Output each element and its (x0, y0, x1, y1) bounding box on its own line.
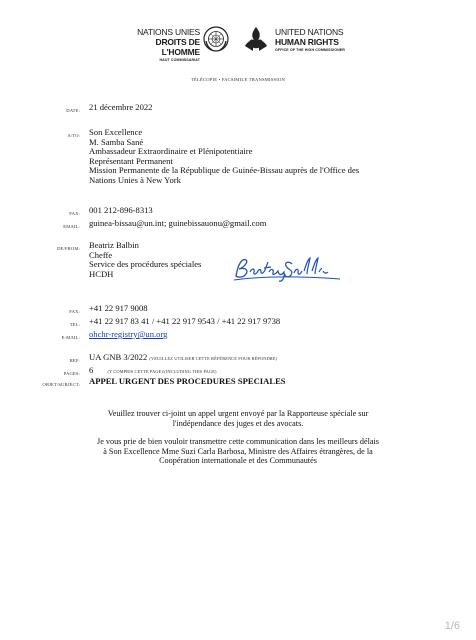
ref-row (89, 353, 277, 364)
sender-email-label: E-MAIL: (61, 335, 80, 340)
header-english (275, 27, 385, 53)
to-label: A/TO: (67, 133, 80, 138)
to-line: Ambassadeur Extraordinaire et Plénipotentiaire (89, 146, 253, 157)
date-label: DATE: (66, 108, 80, 113)
body-line: Veuillez trouver ci-joint un appel urgent envoyé par la Rapporteuse spéciale sur (107, 409, 369, 418)
from-line: Beatriz Balbin (89, 240, 139, 250)
from-line: Cheffe (89, 249, 113, 260)
un-emblem-icon (203, 26, 229, 52)
to-line: Son Excellence (89, 127, 143, 137)
ref-label: REF: (69, 358, 80, 363)
to-line: Mission Permanente de la République de Guinée-Bissau auprès de l'Office des (89, 165, 360, 176)
pages-value: 6 (89, 365, 94, 375)
from-line: Service des procédures spéciales (89, 259, 202, 270)
to-line: M. Samba Sané (89, 136, 144, 147)
tel-label: TEL: (69, 322, 80, 327)
email-label: EMAIL: (63, 224, 80, 229)
body-line: Coopération internationale et des Communautés (159, 456, 317, 466)
from-label: DE/FROM: (57, 246, 80, 251)
sender-email-link[interactable]: ohchr-registry@un.org (89, 329, 168, 339)
header-english-line2: HUMAN RIGHTS (275, 37, 339, 47)
body-line: à Son Excellence Mme Suzi Carla Barbosa, Ministre des Affaires étrangères, de la (103, 446, 373, 456)
page-indicator: 1/6 (444, 620, 460, 632)
body-paragraph-2 (60, 437, 416, 466)
to-block (89, 128, 359, 186)
to-line: Nations Unies à New York (89, 174, 181, 185)
subject-label: OBJET/SUBJECT: (42, 382, 80, 387)
signature (228, 252, 346, 284)
subject-value: APPEL URGENT DES PROCEDURES SPECIALES (89, 376, 286, 386)
body-line: l'indépendance des juges et des avocats. (172, 418, 304, 428)
body-paragraph-1 (60, 409, 416, 428)
sender-fax-label: FAX: (69, 309, 80, 314)
from-block (89, 241, 201, 279)
header-english-line3: OFFICE OF THE HIGH COMMISSIONER (275, 48, 345, 52)
body-line: Je vous prie de bien vouloir transmettre cette communication dans les meilleurs délais (97, 437, 379, 446)
sender-fax-value: +41 22 917 9008 (89, 303, 148, 313)
header-french-line2: DROITS DE L'HOMME (155, 37, 200, 57)
from-line: HCDH (89, 268, 114, 279)
header-french-line1: NATIONS UNIES (137, 27, 200, 37)
ref-value: UA GNB 3/2022 (89, 352, 148, 362)
human-rights-logo-icon (242, 24, 270, 54)
header-french-line3: HAUT COMMISSARIAT (159, 58, 200, 62)
fax-value: 001 212-896-8313 (89, 205, 153, 215)
header-english-line1: UNITED NATIONS (275, 27, 344, 37)
pages-note: (Y COMPRIS CETTE PAGE)/(INCLUDING THIS PAGE) (107, 369, 217, 374)
email-value: guinea-bissau@un.int; guinebissauonu@gmail.com (89, 218, 267, 228)
header-french (120, 27, 200, 63)
fax-title: TÉLÉCOPIE • FACSIMILE TRANSMISSION (190, 77, 286, 82)
date-value: 21 décembre 2022 (89, 102, 153, 112)
pages-label: PAGES: (63, 371, 80, 376)
to-line: Représentant Permanent (89, 155, 173, 166)
pages-row (89, 366, 217, 377)
ref-note: (VEUILLEZ UTILISER CETTE RÉFÉRENCE POUR RÉPONDRE) (149, 356, 278, 361)
tel-value: +41 22 917 83 41 / +41 22 917 9543 / +41 22 917 9738 (89, 316, 281, 326)
fax-label: FAX: (69, 211, 80, 216)
